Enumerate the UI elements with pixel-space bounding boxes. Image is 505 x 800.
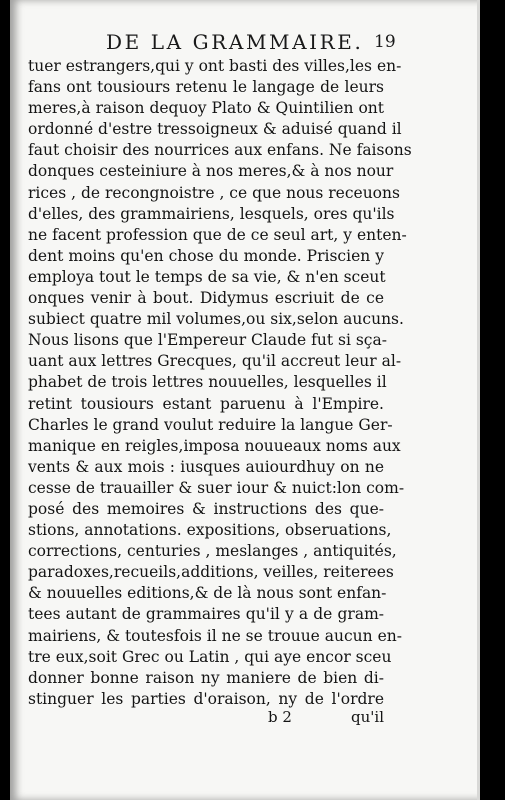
text-line: mairiens, & toutesfois il ne se trouue aucun en- [28,626,402,645]
text-line: vents & aux mois : iusques auiourdhuy on ne [28,457,384,476]
signature-mark: b 2 [268,708,292,726]
text-line: dent moins qu'en chose du monde. Priscien y [28,246,384,265]
text-line: tees autant de grammaires qu'il y a de gram- [28,605,384,624]
page-edge [477,0,480,800]
text-line: onques venir à bout. Didymus escriuit de ce [28,289,384,308]
text-line: stinguer les parties d'oraison, ny de l'ordre [28,689,384,708]
text-line: stions, annotations. expositions, obseruations, [28,521,392,540]
text-line: cesse de trauailler & suer iour & nuict:lon com- [28,478,405,497]
text-line: paradoxes,recueils,additions, veilles, reiterees [28,563,394,582]
text-line: & nouuelles editions,& de là nous sont enfan- [28,584,387,603]
text-line: employa tout le temps de sa vie, & n'en sceut [28,267,386,286]
text-line: corrections, centuries , meslanges , antiquités, [28,542,397,561]
text-line: faut choisir des nourrices aux enfans. Ne faisons [28,141,412,160]
text-line: posé des memoires & instructions des que- [28,499,384,518]
text-line: retint tousiours estant paruenu à l'Empire. [28,394,384,413]
running-head: DE LA GRAMMAIRE. [106,30,364,54]
text-line: meres,à raison dequoy Plato & Quintilien ont [28,99,384,118]
text-line: subiect quatre mil volumes,ou six,selon aucuns. [28,310,404,329]
text-line: donques cesteiniure à nos meres,& à nos nour [28,162,394,181]
text-line: tuer estrangers,qui y ont basti des villes,les en- [28,57,402,75]
catchword: qu'il [351,708,384,726]
text-line: tre eux,soit Grec ou Latin , qui aye encor sceu [28,647,392,666]
text-line: uant aux lettres Grecques, qu'il accreut leur al- [28,352,402,371]
book-page [10,0,480,800]
footer-line [28,708,384,730]
text-line: fans ont tousiours retenu le langage de leurs [28,78,384,97]
text-line: phabet de trois lettres nouuelles, lesquelles il [28,373,387,392]
page-number: 19 [374,32,396,52]
text-line: donner bonne raison ny maniere de bien di- [28,668,384,687]
body-text [28,56,412,710]
text-line: ordonné d'estre tressoigneux & aduisé quand il [28,120,402,139]
text-line: d'elles, des grammairiens, lesquels, ores qu'ils [28,204,395,223]
text-line: Charles le grand voulut reduire la langue Ger- [28,415,393,434]
text-line: ne facent profession que de ce seul art, y enten- [28,225,407,244]
text-line: rices , de recongnoistre , ce que nous receuons [28,183,400,202]
text-line: Nous lisons que l'Empereur Claude fut si sça- [28,331,387,350]
text-line: manique en reigles,imposa nouueaux noms aux [28,436,401,455]
